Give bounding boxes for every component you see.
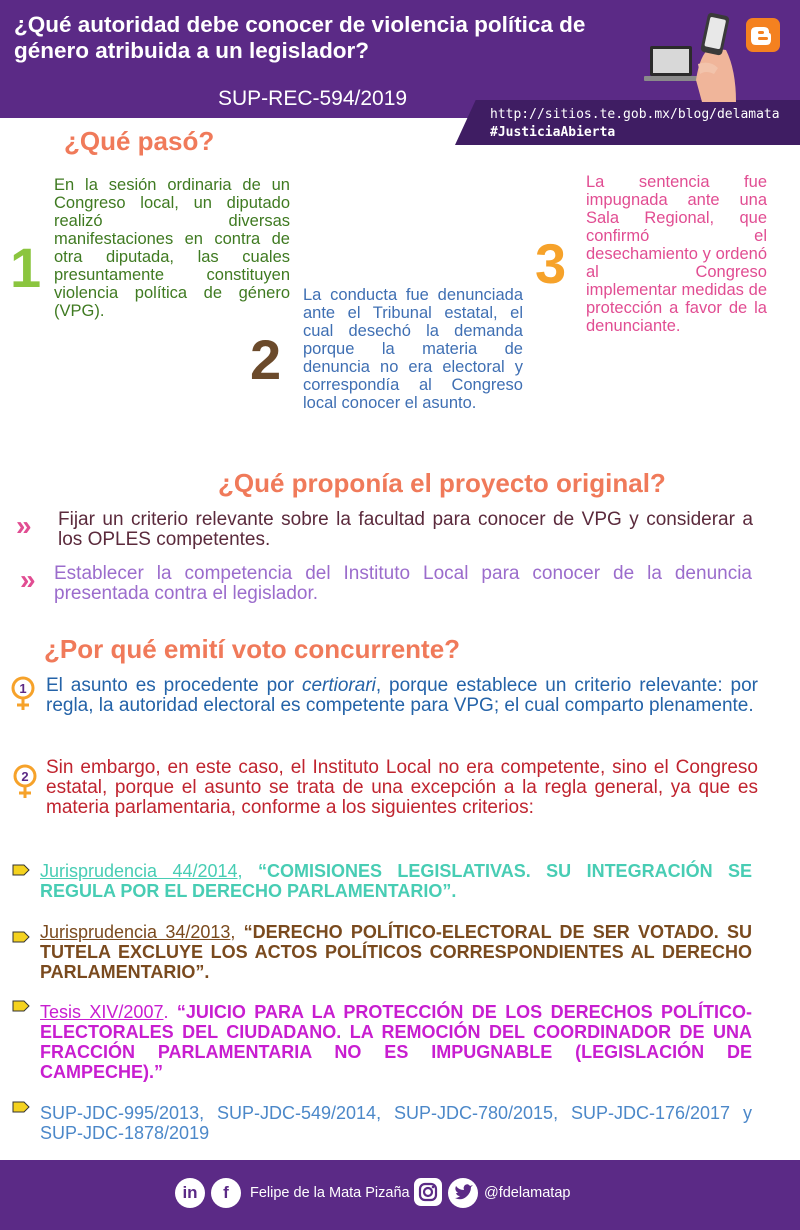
concurrent-vote-heading: ¿Por qué emití voto concurrente? (44, 634, 461, 664)
case-number: SUP-REC-594/2019 (218, 87, 408, 110)
criterion-2-title: “DERECHO POLÍTICO-ELECTORAL DE SER VOTADO. SU TUTELA EXCLUYE LOS ACTOS POLÍTICOS CORRESPONDIENTES AL DERECHO PARLAMENTARIO”. (40, 922, 752, 982)
criterion-2-sep: , (230, 922, 244, 942)
criterion-3 (40, 1002, 752, 1082)
reason-2: Sin embargo, en este caso, el Instituto Local no era competente, sino el Congreso estatal, porque el asunto se trata de una excepción a la regla general, ya que es materia parlamentaria, conforme a los siguientes criterios: (46, 757, 758, 818)
double-chevron-icon: » (20, 564, 36, 595)
step-text-3: La sentencia fue impugnada ante una Sala Regional, que confirmó el desechamiento y ordenó al Congreso implementar medidas de protección a favor de la denunciante. (586, 173, 767, 335)
original-project-heading: ¿Qué proponía el proyecto original? (218, 468, 666, 498)
tag-icon (12, 931, 30, 943)
related-cases: SUP-JDC-995/2013, SUP-JDC-549/2014, SUP-JDC-780/2015, SUP-JDC-176/2017 y SUP-JDC-1878/2019 (40, 1103, 752, 1143)
page-title: ¿Qué autoridad debe conocer de violencia política de género atribuida a un legislador? (14, 12, 586, 63)
reason-1-before: El asunto es procedente por (46, 675, 302, 696)
blog-link-block (490, 106, 780, 142)
criterion-3-title: “JUICIO PARA LA PROTECCIÓN DE LOS DERECHOS POLÍTICO-ELECTORALES DEL CIUDADANO. LA REMOCIÓN DEL COORDINADOR DE UNA FRACCIÓN PARLAMENTARIA NO ES IMPUGNABLE (LEGISLACIÓN DE CAMPECHE).” (40, 1002, 752, 1082)
blogger-icon[interactable] (746, 18, 780, 52)
step-number-3: 3 (535, 232, 567, 295)
step-number-1: 1 (10, 236, 42, 299)
badge-number-2: 2 (21, 769, 29, 784)
double-chevron-icon: » (16, 510, 32, 541)
step-text-1: En la sesión ordinaria de un Congreso local, un diputado realizó diversas manifestaciones en contra de otra diputada, las cuales presuntamente constituyen violencia política de género (VPG). (54, 176, 290, 320)
badge-number-1: 1 (19, 681, 27, 696)
criterion-1-sep: , (237, 861, 258, 881)
blog-url[interactable]: http://sitios.te.gob.mx/blog/delamata (490, 107, 780, 122)
venus-number-badge-icon (10, 676, 36, 712)
tag-icon (12, 1000, 30, 1012)
project-item-2: Establecer la competencia del Instituto Local para conocer de la denuncia presentada contra el legislador. (54, 563, 752, 604)
criterion-3-ref[interactable]: Tesis XIV/2007 (40, 1002, 164, 1022)
linkedin-icon[interactable]: in (175, 1178, 205, 1208)
hashtag: #JusticiaAbierta (490, 125, 616, 140)
step-number-2: 2 (250, 328, 282, 391)
criterion-3-sep: . (163, 1002, 177, 1022)
criterion-2 (40, 922, 752, 982)
reason-1-emphasis: certiorari (301, 675, 376, 696)
reason-1 (46, 676, 758, 716)
criterion-1-ref[interactable]: Jurisprudencia 44/2014 (40, 861, 238, 881)
hand-phone-laptop-icon (640, 10, 740, 102)
tag-icon (12, 1101, 30, 1113)
footer-handle: @fdelamatap (484, 1185, 571, 1201)
instagram-icon[interactable] (414, 1178, 442, 1206)
tag-icon (12, 864, 30, 876)
what-happened-heading: ¿Qué pasó? (64, 126, 215, 156)
twitter-icon[interactable] (448, 1178, 478, 1208)
criterion-2-ref[interactable]: Jurisprudencia 34/2013 (40, 922, 231, 942)
facebook-icon[interactable]: f (211, 1178, 241, 1208)
step-text-2: La conducta fue denunciada ante el Tribunal estatal, el cual desechó la demanda porque la materia de denuncia no era electoral y correspondía al Congreso local conocer el asunto. (303, 286, 523, 412)
reason-1-after: , porque establece un criterio relevante: por regla, la autoridad electoral es competente para VPG; el cual comparto plenamente. (46, 675, 758, 716)
venus-number-badge-icon (12, 764, 38, 800)
project-item-1: Fijar un criterio relevante sobre la facultad para conocer de VPG y considerar a los OPLES competentes. (58, 509, 753, 550)
footer-name: Felipe de la Mata Pizaña (250, 1185, 410, 1201)
criterion-1-title: “COMISIONES LEGISLATIVAS. SU INTEGRACIÓN SE REGULA POR EL DERECHO PARLAMENTARIO”. (40, 861, 752, 901)
criterion-1 (40, 861, 752, 901)
